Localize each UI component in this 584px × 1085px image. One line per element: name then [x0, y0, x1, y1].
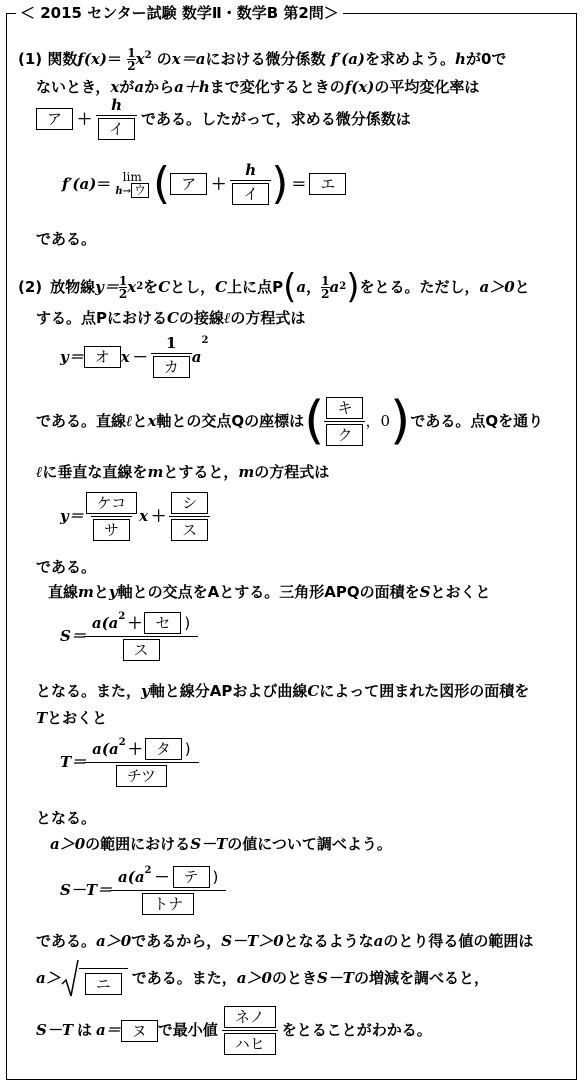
p1-line2: ないとき，xがaからa＋hまで変化するときのf(x)の平均変化率は: [36, 78, 480, 96]
answer-box-hahi: ハヒ: [224, 1033, 276, 1055]
p2-line6: である。: [36, 558, 97, 576]
answer-box-ku: ク: [326, 424, 363, 446]
answer-box-neno: ネノ: [224, 1006, 276, 1028]
p2-tangent-eq: y＝ オ x － $\frac{1}{\text{カ}}$ a 2: [60, 334, 209, 376]
answer-box-tona: トナ: [142, 893, 194, 915]
p1-derivative: f′(a) ＝ lim h→ ウ ( ア ＋ $\frac{h}{\text{イ}}$ ) ＝ エ: [62, 162, 346, 206]
answer-box-te: テ: [173, 866, 210, 888]
answer-box-ki: キ: [326, 397, 363, 419]
answer-box-a: ア: [36, 108, 73, 130]
p2-line7: 直線mとy軸との交点をAとする。三角形APQの面積をSとおくと: [48, 583, 491, 601]
answer-box-i2: イ: [232, 183, 269, 205]
p2-line13: a＞0の範囲におけるS－Tの値について調べよう。: [50, 835, 392, 853]
answer-box-ka: カ: [153, 356, 190, 378]
p2-line10: Tとおくと: [36, 709, 108, 727]
answer-box-ni: ニ: [85, 973, 122, 995]
answer-box-sa: サ: [93, 519, 130, 541]
answer-box-su2: ス: [123, 639, 160, 661]
answer-box-o: オ: [84, 346, 121, 368]
p1-line3: ア ＋ $\frac{h}{\text{イ}}$ である。したがって，求める微分係数は: [36, 98, 411, 140]
p2-line1: (2) 放物線 y＝ 1 2 x 2 を C とし， C 上に点 P ( a ， 1 2 a 2 ) をとる。ただし， a＞0 と: [18, 267, 530, 307]
p2-line16: a＞ ニ である。また， a＞0 のとき S－T の増減を調べると，: [36, 958, 489, 998]
answer-box-shi: シ: [171, 492, 208, 514]
answer-box-u: ウ: [131, 183, 149, 198]
p2-SmT-eq: S－T＝ a(a $^2$ － テ ) トナ: [60, 866, 224, 915]
p2-line9: となる。また，y軸と線分APおよび曲線Cによって囲まれた図形の面積を: [36, 682, 530, 700]
answer-box-e: エ: [309, 173, 346, 195]
p1-line1: (1) 関数f(x)＝ $\frac{1}{2}$ $x^2$ のx＝aにおける微分係数 f′(a)を求めよう。hが0で: [18, 46, 507, 73]
p2-line5: ℓに垂直な直線をmとすると，mの方程式は: [36, 463, 330, 481]
answer-box-ta: タ: [145, 738, 182, 760]
p2-T-eq: T＝ a(a $^2$ ＋ タ ) チツ: [60, 738, 197, 787]
p2-normal-eq: y＝ $\frac{\text{ケコ}}{\text{サ}}$ x ＋ $\frac{\text{シ}}{\text{ス}}$: [60, 492, 210, 541]
problem-title: ＜ 2015 センター試験 数学Ⅱ・数学B 第2問＞: [16, 3, 343, 23]
p2-line12: となる。: [36, 809, 97, 827]
p2-S-eq: S＝ a(a $^2$ ＋ セ ) ス: [60, 612, 196, 661]
answer-box-nu: ヌ: [121, 1020, 158, 1042]
p2-line17: S－T は a＝ ヌ で最小値 $\frac{\text{ネノ}}{\text{ハヒ}}$ をとることがわかる。: [36, 1008, 432, 1053]
p2-line4: である。直線 ℓ と x 軸との交点Qの座標は ( $\frac{\text{キ}}{\text{ク}}$ ，0 ) である。点Qを通り: [36, 391, 544, 451]
answer-box-i: イ: [98, 118, 135, 140]
answer-box-se: セ: [144, 612, 181, 634]
answer-box-chitsu: チツ: [116, 765, 167, 787]
p1-end: である。: [36, 230, 97, 248]
sqrt-icon: [61, 958, 79, 998]
answer-box-a2: ア: [170, 173, 207, 195]
p2-line15: である。a＞0であるから，S－T＞0となるようなaのとり得る値の範囲は: [36, 932, 534, 950]
answer-box-su: ス: [171, 519, 208, 541]
p2-line2: する。点PにおけるCの接線ℓの方程式は: [36, 309, 306, 327]
answer-box-keko: ケコ: [86, 492, 137, 514]
